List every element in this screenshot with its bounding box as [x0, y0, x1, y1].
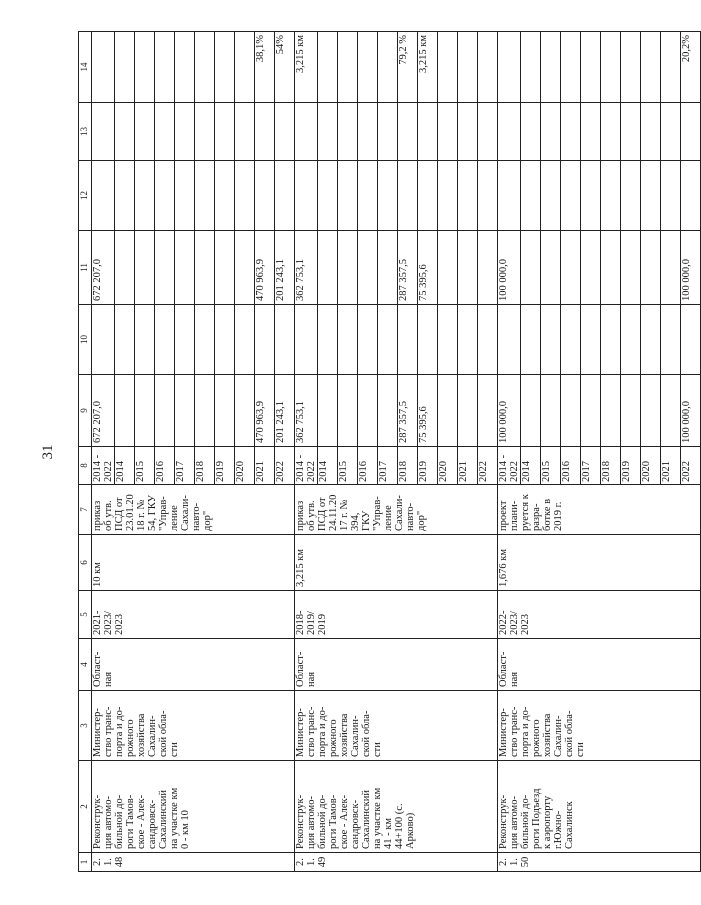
total-value: [155, 375, 175, 447]
construction-period: 2022- 2023/ 2023: [498, 591, 701, 639]
total-value: [195, 375, 215, 447]
local-value: [338, 161, 358, 231]
federal-value: [215, 305, 235, 375]
capacity: 10 км: [92, 535, 295, 591]
regional-value: [438, 231, 458, 305]
regional-value: [338, 231, 358, 305]
federal-value: [378, 305, 398, 375]
regional-value: [621, 231, 641, 305]
total-value: [458, 375, 478, 447]
total-value: 75 395,6: [418, 375, 438, 447]
federal-value: [478, 305, 498, 375]
total-value: [661, 375, 681, 447]
federal-value: [115, 305, 135, 375]
other-value: [275, 103, 295, 161]
capacity: 3,215 км: [295, 535, 498, 591]
local-value: [398, 161, 418, 231]
other-value: [561, 103, 581, 161]
other-value: [601, 103, 621, 161]
federal-value: [155, 305, 175, 375]
total-value: 470 963,9: [255, 375, 275, 447]
local-value: [498, 161, 521, 231]
federal-value: [175, 305, 195, 375]
regional-value: [175, 231, 195, 305]
readiness-value: [92, 32, 115, 103]
total-value: [438, 375, 458, 447]
total-value: [115, 375, 135, 447]
year-cell: 2015: [541, 447, 561, 485]
other-value: [641, 103, 661, 161]
other-value: [195, 103, 215, 161]
readiness-value: 3,215 км: [418, 32, 438, 103]
year-cell: 2016: [155, 447, 175, 485]
row-number: 2. 1. 48: [92, 853, 295, 872]
year-cell: 2017: [175, 447, 195, 485]
total-value: [358, 375, 378, 447]
federal-value: [235, 305, 255, 375]
readiness-value: [338, 32, 358, 103]
year-cell: 2016: [561, 447, 581, 485]
year-cell: 2022: [681, 447, 701, 485]
other-value: [235, 103, 255, 161]
readiness-value: [561, 32, 581, 103]
customer-name: Министер- ство транс- порта и до- рожного хозяйства Сахалин- ской обла- сти: [498, 691, 701, 761]
other-value: [398, 103, 418, 161]
federal-value: [541, 305, 561, 375]
table-row: [92, 32, 115, 872]
local-value: [438, 161, 458, 231]
local-value: [561, 161, 581, 231]
rotated-page: [40, 32, 692, 872]
regional-value: 470 963,9: [255, 231, 275, 305]
total-value: 672 207,0: [92, 375, 115, 447]
total-value: 100 000,0: [681, 375, 701, 447]
other-value: [215, 103, 235, 161]
readiness-value: [135, 32, 155, 103]
readiness-value: [621, 32, 641, 103]
regional-value: 100 000,0: [498, 231, 521, 305]
local-value: [155, 161, 175, 231]
local-value: [255, 161, 275, 231]
other-value: [92, 103, 115, 161]
column-header-7: 7: [79, 485, 92, 535]
federal-value: [581, 305, 601, 375]
federal-value: [521, 305, 541, 375]
readiness-value: [641, 32, 661, 103]
year-cell: 2020: [235, 447, 255, 485]
federal-value: [561, 305, 581, 375]
regional-value: [195, 231, 215, 305]
total-value: [338, 375, 358, 447]
total-value: [561, 375, 581, 447]
row-number: 2. 1. 50: [498, 853, 701, 872]
local-value: [135, 161, 155, 231]
year-cell: 2021: [458, 447, 478, 485]
other-value: [338, 103, 358, 161]
federal-value: [601, 305, 621, 375]
total-value: [378, 375, 398, 447]
capacity: 1,676 км: [498, 535, 701, 591]
federal-value: [318, 305, 338, 375]
local-value: [541, 161, 561, 231]
year-cell: 2014: [115, 447, 135, 485]
other-value: [621, 103, 641, 161]
federal-value: [418, 305, 438, 375]
readiness-value: 20,2%: [681, 32, 701, 103]
federal-value: [255, 305, 275, 375]
year-cell: 2019: [621, 447, 641, 485]
column-header-3: 3: [79, 691, 92, 761]
local-value: [295, 161, 318, 231]
federal-value: [135, 305, 155, 375]
local-value: [458, 161, 478, 231]
total-value: [135, 375, 155, 447]
year-cell: 2014 - 2022: [498, 447, 521, 485]
readiness-value: [521, 32, 541, 103]
column-header-2: 2: [79, 761, 92, 853]
header-row: [79, 32, 92, 872]
year-cell: 2021: [255, 447, 275, 485]
other-value: [661, 103, 681, 161]
other-value: [115, 103, 135, 161]
total-value: [318, 375, 338, 447]
local-value: [275, 161, 295, 231]
federal-value: [358, 305, 378, 375]
total-value: [521, 375, 541, 447]
readiness-value: [498, 32, 521, 103]
regional-value: 100 000,0: [681, 231, 701, 305]
federal-value: [338, 305, 358, 375]
federal-value: [195, 305, 215, 375]
year-cell: 2015: [338, 447, 358, 485]
readiness-value: 3,215 км: [295, 32, 318, 103]
column-header-11: 11: [79, 231, 92, 305]
local-value: [235, 161, 255, 231]
readiness-value: [661, 32, 681, 103]
federal-value: [92, 305, 115, 375]
local-value: [215, 161, 235, 231]
readiness-value: [155, 32, 175, 103]
readiness-value: [438, 32, 458, 103]
other-value: [458, 103, 478, 161]
other-value: [498, 103, 521, 161]
regional-value: [115, 231, 135, 305]
column-header-9: 9: [79, 375, 92, 447]
local-value: [661, 161, 681, 231]
local-value: [115, 161, 135, 231]
ownership-type: Област- ная: [498, 639, 701, 691]
total-value: [235, 375, 255, 447]
total-value: [478, 375, 498, 447]
total-value: 100 000,0: [498, 375, 521, 447]
year-cell: 2020: [438, 447, 458, 485]
other-value: [581, 103, 601, 161]
other-value: [255, 103, 275, 161]
local-value: [601, 161, 621, 231]
regional-value: [521, 231, 541, 305]
year-cell: 2015: [135, 447, 155, 485]
readiness-value: [115, 32, 135, 103]
readiness-value: 54%: [275, 32, 295, 103]
readiness-value: [235, 32, 255, 103]
local-value: [581, 161, 601, 231]
federal-value: [661, 305, 681, 375]
year-cell: 2022: [275, 447, 295, 485]
federal-value: [275, 305, 295, 375]
year-cell: 2022: [478, 447, 498, 485]
column-header-13: 13: [79, 103, 92, 161]
column-header-1: 1: [79, 853, 92, 872]
design-document: приказ об утв. ПСД от 23.01.20 18 г. № 54, ГКУ "Управ- ление Сахали- навто- дор": [92, 485, 295, 535]
construction-period: 2021- 2023/ 2023: [92, 591, 295, 639]
other-value: [295, 103, 318, 161]
year-cell: 2019: [215, 447, 235, 485]
other-value: [681, 103, 701, 161]
other-value: [155, 103, 175, 161]
federal-value: [438, 305, 458, 375]
column-header-6: 6: [79, 535, 92, 591]
federal-value: [295, 305, 318, 375]
total-value: [215, 375, 235, 447]
column-header-8: 8: [79, 447, 92, 485]
page-number: 31: [40, 444, 56, 460]
regional-value: [478, 231, 498, 305]
regional-value: [155, 231, 175, 305]
readiness-value: [195, 32, 215, 103]
year-cell: 2016: [358, 447, 378, 485]
column-header-14: 14: [79, 32, 92, 103]
other-value: [478, 103, 498, 161]
object-name: Реконструк- ция автомо- бильной до- роги Тамов- ское - Алек- сандровск- Сахалинский на участке км 41 - км 44+100 (с. Арково): [295, 761, 498, 853]
other-value: [378, 103, 398, 161]
regional-value: [215, 231, 235, 305]
design-document: приказ об утв. ПСД от 24.11.20 17 г. № 394, ГКУ "Управ- ление Сахали- навто- дор": [295, 485, 498, 535]
customer-name: Министер- ство транс- порта и до- рожного хозяйства Сахалин- ской обла- сти: [295, 691, 498, 761]
readiness-value: [601, 32, 621, 103]
regional-value: [458, 231, 478, 305]
readiness-value: 79,2 %: [398, 32, 418, 103]
table-row: [295, 32, 318, 872]
other-value: [541, 103, 561, 161]
local-value: [418, 161, 438, 231]
customer-name: Министер- ство транс- порта и до- рожного хозяйства Сахалин- ской обла- сти: [92, 691, 295, 761]
regional-value: [378, 231, 398, 305]
total-value: 362 753,1: [295, 375, 318, 447]
regional-value: [581, 231, 601, 305]
readiness-value: 38,1%: [255, 32, 275, 103]
readiness-value: [378, 32, 398, 103]
local-value: [358, 161, 378, 231]
other-value: [318, 103, 338, 161]
readiness-value: [215, 32, 235, 103]
federal-value: [681, 305, 701, 375]
total-value: [621, 375, 641, 447]
regional-value: [135, 231, 155, 305]
regional-value: [601, 231, 621, 305]
federal-value: [398, 305, 418, 375]
federal-value: [458, 305, 478, 375]
readiness-value: [478, 32, 498, 103]
local-value: [621, 161, 641, 231]
regional-value: [561, 231, 581, 305]
year-cell: 2014 - 2022: [92, 447, 115, 485]
total-value: [175, 375, 195, 447]
column-header-5: 5: [79, 591, 92, 639]
year-cell: 2019: [418, 447, 438, 485]
construction-period: 2018- 2019/ 2019: [295, 591, 498, 639]
regional-value: [318, 231, 338, 305]
other-value: [418, 103, 438, 161]
total-value: [541, 375, 561, 447]
ownership-type: Област- ная: [92, 639, 295, 691]
column-header-12: 12: [79, 161, 92, 231]
ownership-type: Област- ная: [295, 639, 498, 691]
total-value: [641, 375, 661, 447]
other-value: [175, 103, 195, 161]
readiness-value: [318, 32, 338, 103]
regional-value: 201 243,1: [275, 231, 295, 305]
federal-value: [498, 305, 521, 375]
year-cell: 2018: [601, 447, 621, 485]
regional-value: [641, 231, 661, 305]
local-value: [641, 161, 661, 231]
regional-value: [541, 231, 561, 305]
regional-value: [358, 231, 378, 305]
local-value: [92, 161, 115, 231]
local-value: [175, 161, 195, 231]
object-name: Реконструк- ция автомо- бильной до- роги Подъезд к аэропорту г.Южно- Сахалинск: [498, 761, 701, 853]
total-value: [581, 375, 601, 447]
local-value: [195, 161, 215, 231]
year-cell: 2018: [398, 447, 418, 485]
total-value: 287 357,5: [398, 375, 418, 447]
year-cell: 2020: [641, 447, 661, 485]
local-value: [521, 161, 541, 231]
local-value: [681, 161, 701, 231]
readiness-value: [541, 32, 561, 103]
year-cell: 2017: [378, 447, 398, 485]
local-value: [478, 161, 498, 231]
year-cell: 2014 - 2022: [295, 447, 318, 485]
column-header-4: 4: [79, 639, 92, 691]
readiness-value: [358, 32, 378, 103]
table-row: [498, 32, 521, 872]
other-value: [358, 103, 378, 161]
readiness-value: [458, 32, 478, 103]
object-name: Реконструк- ция автомо- бильной до- роги Тамов- ское - Алек- сандровск- Сахалинский на участке км 0 - км 10: [92, 761, 295, 853]
year-cell: 2021: [661, 447, 681, 485]
year-cell: 2018: [195, 447, 215, 485]
column-header-10: 10: [79, 305, 92, 375]
other-value: [135, 103, 155, 161]
regional-value: [235, 231, 255, 305]
federal-value: [621, 305, 641, 375]
local-value: [378, 161, 398, 231]
other-value: [438, 103, 458, 161]
row-number: 2. 1. 49: [295, 853, 498, 872]
budget-table: [78, 31, 701, 872]
year-cell: 2017: [581, 447, 601, 485]
federal-value: [641, 305, 661, 375]
other-value: [521, 103, 541, 161]
local-value: [318, 161, 338, 231]
total-value: [601, 375, 621, 447]
regional-value: [661, 231, 681, 305]
readiness-value: [175, 32, 195, 103]
year-cell: 2014: [521, 447, 541, 485]
design-document: проект плани- руется к разра- ботке в 2019 г.: [498, 485, 701, 535]
regional-value: 75 395,6: [418, 231, 438, 305]
regional-value: 287 357,5: [398, 231, 418, 305]
regional-value: 362 753,1: [295, 231, 318, 305]
total-value: 201 243,1: [275, 375, 295, 447]
year-cell: 2014: [318, 447, 338, 485]
readiness-value: [581, 32, 601, 103]
regional-value: 672 207,0: [92, 231, 115, 305]
